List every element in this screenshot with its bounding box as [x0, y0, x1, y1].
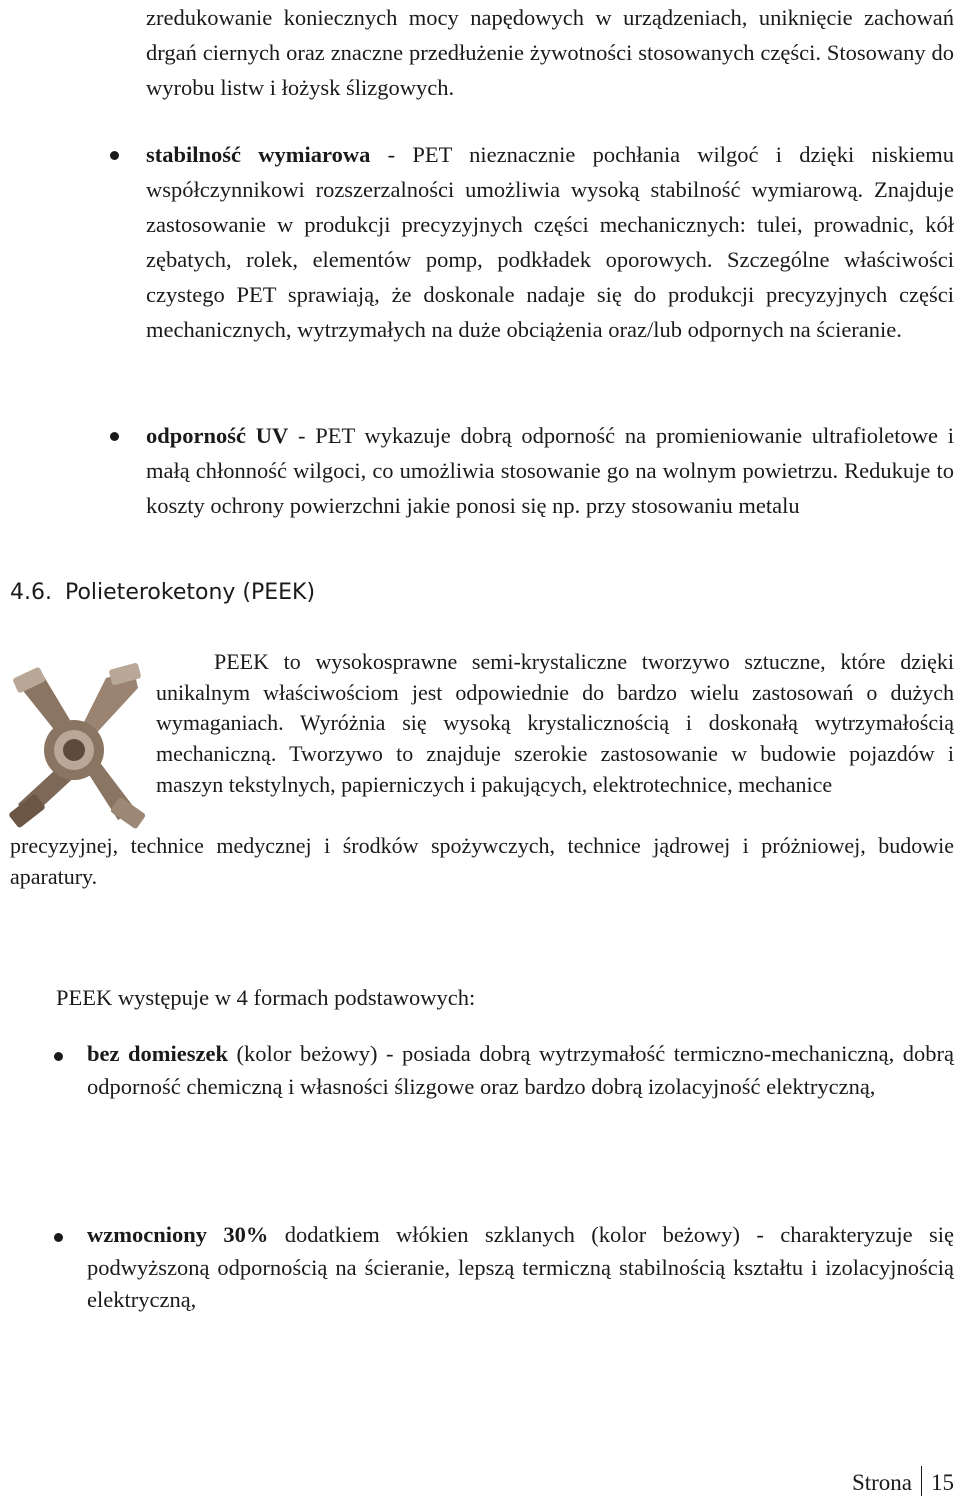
bullet-dot — [110, 151, 119, 160]
section-title: Polieteroketony (PEEK) — [64, 580, 316, 605]
form-item-term: bez domieszek — [87, 1041, 228, 1066]
peek-part-shape — [8, 662, 146, 829]
intro-text: zredukowanie koniecznych mocy napędowych w urządzeniach, uniknięcie zachowań drgań ciernych oraz znaczne przedłużenie żywotności stosowanych części. Stosowany do wyrobu listw i łożysk ślizgowych. — [146, 5, 954, 100]
pet-item-text: - PET nieznacznie pochłania wilgoć i dzięki niskiemu współczynnikowi rozszerzalności umożliwia wysoką stabilność wymiarową. Znajduje zastosowanie w produkcji precyzyjnych części mechanicznych: tulei, prowadnic, kół zębatych, rolek, elementów pomp, podkładek oporowych. Szczególne właściwości czystego PET sprawiają, że doskonale nadaje się do produkcji precyzyjnych części mechanicznych, wytrzymałych na duże obciążenia oraz/lub odpornych na ścieranie. — [146, 142, 954, 342]
form-item-pure — [87, 1038, 954, 1103]
peek-part-image — [6, 660, 152, 830]
form-item-text: dodatkiem włókien szklanych (kolor beżowy) - charakteryzuje się podwyższoną odpornością na ścieranie, lepszą termiczną stabilnością kształtu i izolacyjnością elektryczną, — [87, 1222, 954, 1312]
footer-label: Strona — [851, 1470, 912, 1495]
footer-separator — [921, 1466, 922, 1496]
pet-item-text: - PET wykazuje dobrą odporność na promieniowanie ultrafioletowe i małą chłonność wilgoci, co umożliwia stosowanie go na wolnym powietrzu. Redukuje to koszty ochrony powierzchni jakie ponosi się np. przy stosowaniu metalu — [146, 423, 954, 518]
page-number: 15 — [931, 1470, 954, 1495]
form-item-glass-reinforced — [87, 1219, 954, 1317]
bullet-dot — [110, 432, 119, 441]
intro-paragraph — [146, 0, 954, 105]
pet-item-uv-resistance — [146, 418, 954, 523]
peek-intro-continuation — [10, 831, 954, 892]
pet-item-term: odporność UV — [146, 423, 289, 448]
form-item-term: wzmocniony 30% — [87, 1222, 269, 1247]
peek-intro-text: PEEK to wysokosprawne semi-krystaliczne tworzywo sztuczne, które dzięki unikalnym właściwościom jest odpowiednie do bardzo wielu zastosowań o dużych wymaganiach. Wyróżnia się wysoką krystalicznością i doskonałą wytrzymałością mechaniczną. Tworzywo to znajduje szerokie zastosowanie w budowie pojazdów i maszyn tekstylnych, papierniczych i pakujących, elektrotechnice, mechanice — [156, 649, 954, 797]
bullet-dot — [54, 1052, 63, 1061]
pet-item-term: stabilność wymiarowa — [146, 142, 371, 167]
peek-intro-paragraph — [156, 647, 954, 801]
form-item-text: (kolor beżowy) - posiada dobrą wytrzymałość termiczno-mechaniczną, dobrą odporność chemiczną i własności ślizgowe oraz bardzo dobrą izolacyjność elektryczną, — [87, 1041, 954, 1099]
page-footer — [852, 1466, 954, 1496]
forms-intro-text: PEEK występuje w 4 formach podstawowych: — [56, 985, 476, 1010]
peek-intro-continuation-text: precyzyjnej, technice medycznej i środków spożywczych, technice jądrowej i próżniowej, budowie aparatury. — [10, 833, 954, 889]
pet-item-dimensional-stability — [146, 137, 954, 347]
bullet-dot — [54, 1233, 63, 1242]
section-number: 4.6. — [10, 580, 52, 605]
forms-intro — [56, 980, 936, 1015]
section-heading — [10, 580, 315, 605]
